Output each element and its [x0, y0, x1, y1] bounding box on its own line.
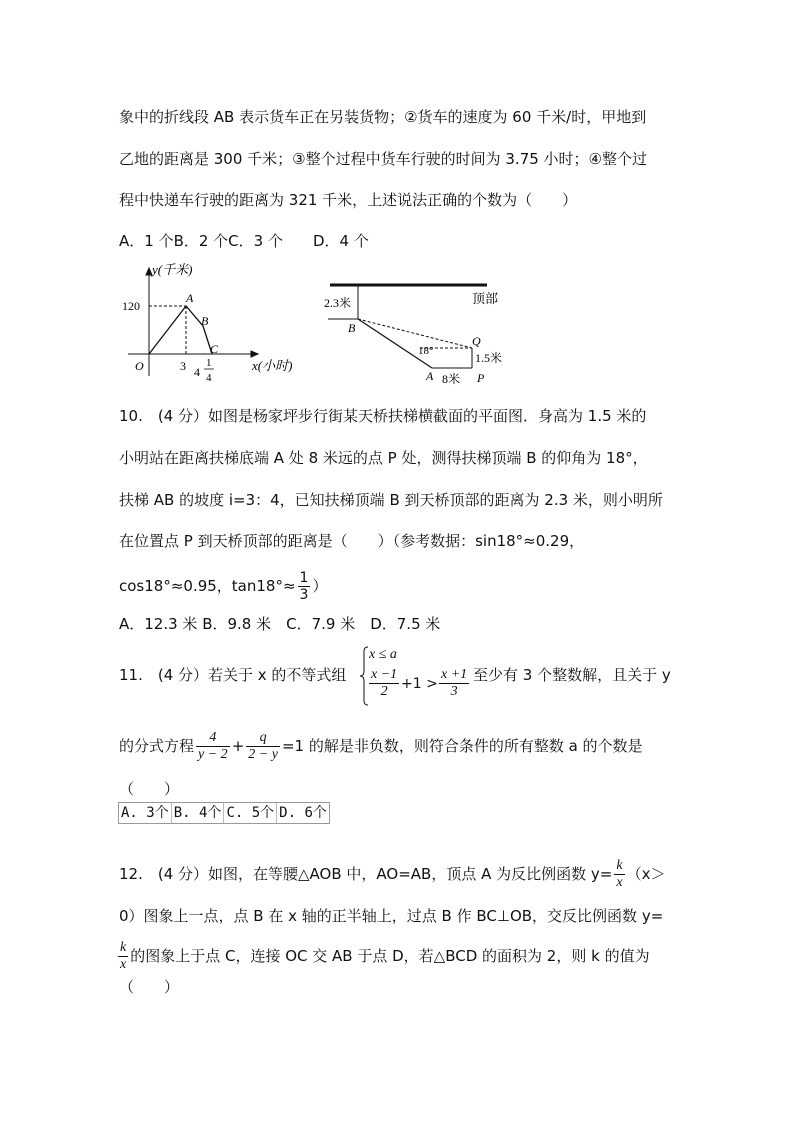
q9-line-1: 象中的折线段 AB 表示货车正在另装货物；②货车的速度为 60 千米/时，甲地到	[119, 108, 647, 126]
q11-eq-frac1-num: 4	[196, 730, 230, 747]
label-a: A	[426, 369, 434, 383]
q12-frac-2	[118, 940, 128, 973]
q10-line-5-prefix: cos18°≈0.95，tan18°≈	[119, 577, 296, 595]
q11-line-2-prefix: 的分式方程	[119, 737, 195, 755]
q11-option-c: C. 5个	[224, 803, 277, 823]
label-angle: 18°	[418, 345, 434, 357]
origin-label: O	[135, 359, 144, 373]
q11-eq-frac2	[246, 730, 280, 763]
q11-sys-frac2-den: 3	[450, 684, 458, 699]
q10-line-2: 小明站在距离扶梯底端 A 处 8 米远的点 P 处，测得扶梯顶端 B 的仰角为 18°，	[119, 449, 648, 467]
point-c-label: C	[210, 342, 219, 356]
label-p: P	[477, 371, 485, 385]
x-axis-arrow	[251, 351, 258, 357]
q10-line-4: 在位置点 P 到天桥顶部的距离是（ ）（参考数据：sin18°≈0.29，	[119, 532, 585, 550]
x-frac-den: 4	[206, 372, 212, 384]
q10-frac-den: 3	[299, 587, 309, 603]
point-b-label: B	[201, 314, 209, 328]
q11-eq-frac2-num: q	[246, 730, 280, 747]
q11-sys-top: x ≤ a	[369, 647, 397, 662]
label-top: 顶部	[472, 291, 499, 306]
q12-frac-2-den: x	[120, 957, 127, 972]
q12-line-2: 0）图象上一点，点 B 在 x 轴的正半轴上，过点 B 作 BC⊥OB，交反比例函数 y=	[119, 907, 664, 925]
x-frac-num: 1	[206, 357, 212, 369]
q11-option-b: B. 4个	[172, 803, 225, 823]
q11-sys-frac1-den: 2	[380, 684, 388, 699]
q11-line-2	[119, 726, 643, 766]
escalator-ab	[358, 319, 432, 368]
q10-frac-num: 1	[299, 570, 309, 586]
q12-frac-2-num: k	[120, 940, 127, 955]
x-axis-label: x(小时)	[252, 358, 293, 373]
q12-frac-1-den: x	[616, 875, 623, 890]
y-axis-label: y(千米)	[152, 262, 193, 277]
q12-frac-1-num: k	[616, 858, 623, 873]
q11-eq-plus: +	[231, 737, 245, 755]
q12-frac-1	[614, 858, 624, 891]
q10-line-5	[119, 566, 327, 606]
q11-option-d: D. 6个	[279, 805, 327, 821]
q11-suffix: 至少有 3 个整数解，且关于 y	[473, 666, 671, 684]
q10-fraction	[298, 570, 311, 603]
label-b: B	[348, 321, 356, 335]
q10-line-5-suffix: ）	[312, 577, 328, 595]
q11-eq-frac1-den: y − 2	[198, 747, 228, 762]
q12-line-1	[119, 854, 665, 894]
point-a-label: A	[186, 291, 194, 305]
q11-sys-frac1	[369, 667, 399, 700]
sight-line-bq	[358, 319, 472, 348]
q11-options-box	[118, 802, 330, 824]
bridge-diagram	[322, 280, 522, 390]
x-tick-4: 4	[194, 365, 200, 379]
x-tick-3: 3	[180, 359, 186, 373]
q11-line-3: （ ）	[119, 780, 180, 798]
q11-option-a: A. 3个	[119, 803, 172, 823]
q11-sys-frac2-num: x +1	[441, 667, 468, 682]
q10-options: A．12.3 米 B．9.8 米 C．7.9 米 D．7.5 米	[119, 615, 441, 633]
q12-line-1-prefix: 12. (4 分）如图，在等腰△AOB 中，AO=AB，顶点 A 为反比例函数 y=	[119, 865, 613, 883]
q10-line-3: 扶梯 AB 的坡度 i=3：4，已知扶梯顶端 B 到天桥顶部的距离为 2.3 米，则小明所	[119, 491, 663, 509]
distance-time-graph	[118, 258, 308, 388]
q9-line-3: 程中快递车行驶的距离为 321 千米，上述说法正确的个数为（ ）	[119, 191, 578, 209]
q12-line-1-suffix: （x＞	[626, 865, 666, 883]
q11-sys-mid: +1 >	[401, 676, 438, 692]
q11-eq-frac2-den: 2 − y	[248, 747, 278, 762]
q12-line-4: （ ）	[119, 978, 180, 996]
label-q: Q	[472, 334, 481, 348]
label-15m: 1.5米	[475, 351, 503, 365]
q10-line-1: 10. (4 分）如图是杨家坪步行街某天桥扶梯横截面的平面图．身高为 1.5 米的	[119, 407, 647, 425]
q11-line-2-suffix: =1 的解是非负数，则符合条件的所有整数 a 的个数是	[281, 737, 643, 755]
q11-brace	[359, 645, 369, 707]
q11-eq-frac1	[196, 730, 230, 763]
q11-sys-frac1-num: x −1	[371, 667, 398, 682]
q12-line-3-suffix: 的图象上于点 C，连接 OC 交 AB 于点 D，若△BCD 的面积为 2，则 k 的值为	[130, 947, 650, 965]
label-23m: 2.3米	[324, 296, 352, 310]
y-tick-120: 120	[122, 299, 140, 313]
q11-prefix: 11. (4 分）若关于 x 的不等式组	[119, 666, 347, 684]
label-8m: 8米	[442, 372, 461, 386]
q9-options: A．1 个B．2 个C．3 个 D．4 个	[119, 232, 369, 250]
q11-sys-frac2	[439, 667, 469, 700]
q9-line-2: 乙地的距离是 300 千米；③整个过程中货车行驶的时间为 3.75 小时；④整个过	[119, 150, 647, 168]
q12-line-3	[118, 936, 650, 976]
